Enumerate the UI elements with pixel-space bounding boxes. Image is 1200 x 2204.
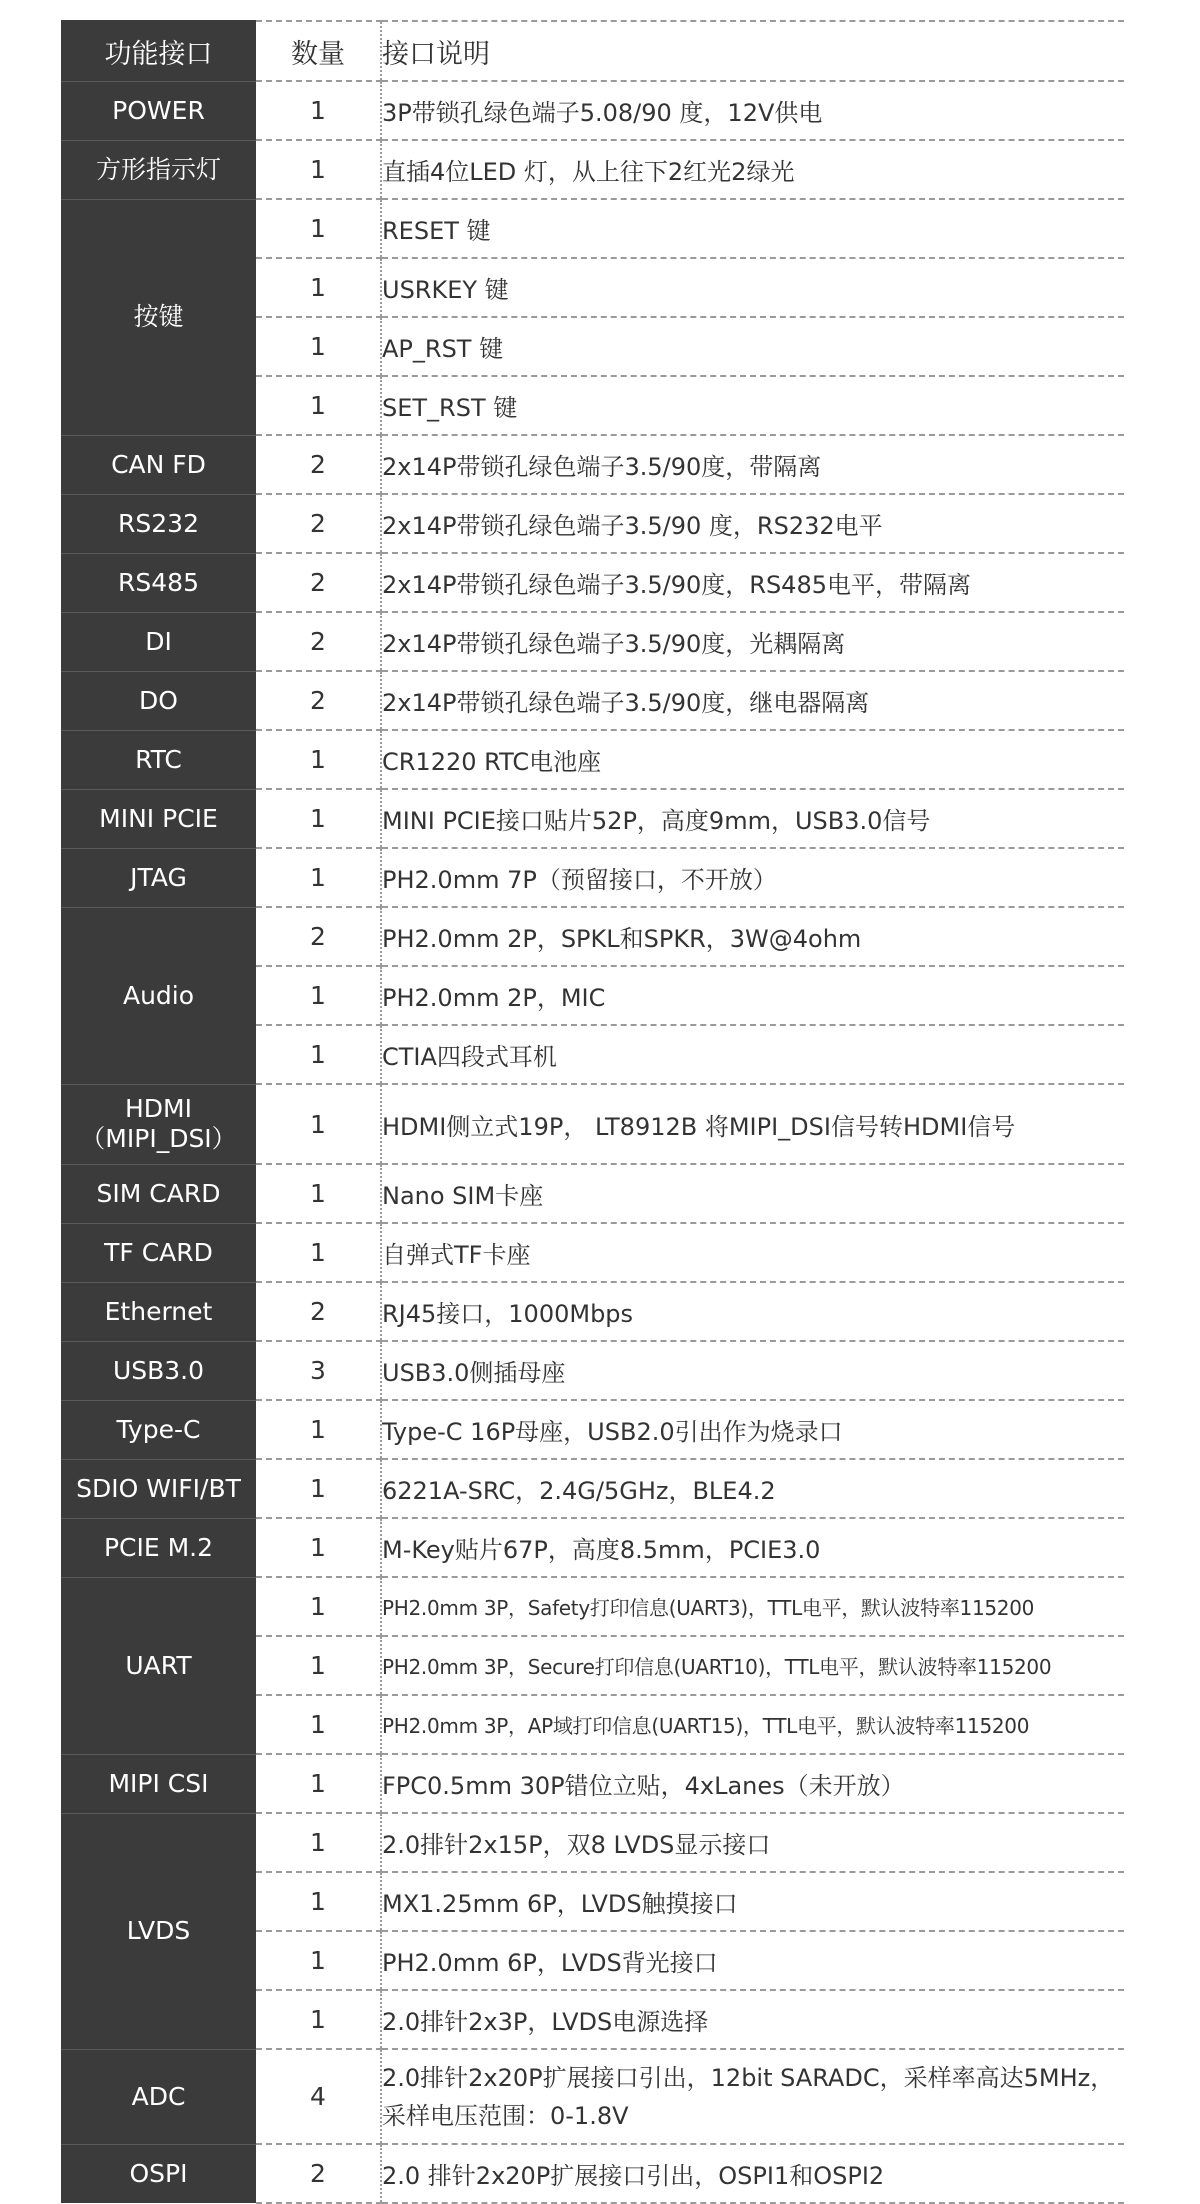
interface-description-cell: Nano SIM卡座 bbox=[381, 1164, 1124, 1223]
header-interface-description: 接口说明 bbox=[381, 21, 1124, 81]
interface-description-cell: PH2.0mm 7P（预留接口，不开放） bbox=[381, 848, 1124, 907]
quantity-cell: 2 bbox=[256, 671, 381, 730]
interface-description-cell: HDMI侧立式19P， LT8912B 将MIPI_DSI信号转HDMI信号 bbox=[381, 1084, 1124, 1164]
table-header-row bbox=[61, 21, 1124, 81]
interface-description-cell: 直插4位LED 灯，从上往下2红光2绿光 bbox=[381, 140, 1124, 199]
table-row bbox=[61, 612, 1124, 671]
quantity-cell: 2 bbox=[256, 435, 381, 494]
interface-description-cell: CTIA四段式耳机 bbox=[381, 1025, 1124, 1084]
function-interface-cell: CAN FD bbox=[61, 435, 256, 494]
interface-description-cell: Type-C 16P母座，USB2.0引出作为烧录口 bbox=[381, 1400, 1124, 1459]
interface-description-cell: M-Key贴片67P，高度8.5mm，PCIE3.0 bbox=[381, 1518, 1124, 1577]
quantity-cell: 1 bbox=[256, 1872, 381, 1931]
quantity-cell: 2 bbox=[256, 1282, 381, 1341]
quantity-cell: 3 bbox=[256, 1341, 381, 1400]
quantity-cell: 1 bbox=[256, 848, 381, 907]
interface-description-cell: 3P带锁孔绿色端子5.08/90 度，12V供电 bbox=[381, 81, 1124, 140]
function-interface-cell: OSPI bbox=[61, 2144, 256, 2203]
table-row bbox=[61, 848, 1124, 907]
interface-description-cell: CR1220 RTC电池座 bbox=[381, 730, 1124, 789]
quantity-cell: 2 bbox=[256, 612, 381, 671]
interface-description-cell: USB3.0侧插母座 bbox=[381, 1341, 1124, 1400]
function-interface-cell: SDIO WIFI/BT bbox=[61, 1459, 256, 1518]
function-interface-cell: 按键 bbox=[61, 199, 256, 435]
function-interface-cell: USB3.0 bbox=[61, 1341, 256, 1400]
function-interface-cell: Ethernet bbox=[61, 1282, 256, 1341]
quantity-cell: 1 bbox=[256, 1400, 381, 1459]
quantity-cell: 1 bbox=[256, 1084, 381, 1164]
function-interface-cell: RS232 bbox=[61, 494, 256, 553]
function-interface-cell: HDMI （MIPI_DSI） bbox=[61, 1084, 256, 1164]
function-interface-cell: POWER bbox=[61, 81, 256, 140]
interface-description-cell: 2x14P带锁孔绿色端子3.5/90度，RS485电平，带隔离 bbox=[381, 553, 1124, 612]
quantity-cell: 1 bbox=[256, 966, 381, 1025]
quantity-cell: 1 bbox=[256, 1459, 381, 1518]
function-interface-cell: JTAG bbox=[61, 848, 256, 907]
interface-description-cell: 2x14P带锁孔绿色端子3.5/90度，带隔离 bbox=[381, 435, 1124, 494]
quantity-cell: 4 bbox=[256, 2049, 381, 2144]
header-function-interface: 功能接口 bbox=[61, 21, 256, 81]
function-interface-cell: 方形指示灯 bbox=[61, 140, 256, 199]
quantity-cell: 1 bbox=[256, 376, 381, 435]
interface-description-cell: MINI PCIE接口贴片52P，高度9mm，USB3.0信号 bbox=[381, 789, 1124, 848]
function-interface-cell: MINI PCIE bbox=[61, 789, 256, 848]
table-row bbox=[61, 789, 1124, 848]
interface-description-cell: PH2.0mm 2P，SPKL和SPKR，3W@4ohm bbox=[381, 907, 1124, 966]
quantity-cell: 1 bbox=[256, 1990, 381, 2049]
quantity-cell: 2 bbox=[256, 907, 381, 966]
quantity-cell: 1 bbox=[256, 1636, 381, 1695]
function-interface-cell: MIPI CSI bbox=[61, 1754, 256, 1813]
table-row bbox=[61, 81, 1124, 140]
interface-description-cell: PH2.0mm 6P，LVDS背光接口 bbox=[381, 1931, 1124, 1990]
function-interface-cell: PCIE M.2 bbox=[61, 1518, 256, 1577]
table-row bbox=[61, 1400, 1124, 1459]
interface-description-cell: RJ45接口，1000Mbps bbox=[381, 1282, 1124, 1341]
table-row bbox=[61, 671, 1124, 730]
table-row bbox=[61, 730, 1124, 789]
quantity-cell: 1 bbox=[256, 1813, 381, 1872]
header-quantity: 数量 bbox=[256, 21, 381, 81]
quantity-cell: 1 bbox=[256, 81, 381, 140]
interface-description-cell: 2.0排针2x3P，LVDS电源选择 bbox=[381, 1990, 1124, 2049]
function-interface-cell: UART bbox=[61, 1577, 256, 1754]
function-interface-cell: SIM CARD bbox=[61, 1164, 256, 1223]
interface-description-cell: MX1.25mm 6P，LVDS触摸接口 bbox=[381, 1872, 1124, 1931]
interface-description-cell: 2x14P带锁孔绿色端子3.5/90度，继电器隔离 bbox=[381, 671, 1124, 730]
quantity-cell: 1 bbox=[256, 1695, 381, 1754]
quantity-cell: 1 bbox=[256, 258, 381, 317]
interface-description-cell: 6221A-SRC，2.4G/5GHz，BLE4.2 bbox=[381, 1459, 1124, 1518]
quantity-cell: 1 bbox=[256, 317, 381, 376]
table-row bbox=[61, 1223, 1124, 1282]
quantity-cell: 1 bbox=[256, 1164, 381, 1223]
interface-spec-table bbox=[61, 20, 1124, 2204]
function-interface-cell: DI bbox=[61, 612, 256, 671]
table-row bbox=[61, 1282, 1124, 1341]
quantity-cell: 1 bbox=[256, 730, 381, 789]
function-interface-cell: RTC bbox=[61, 730, 256, 789]
interface-description-cell: SET_RST 键 bbox=[381, 376, 1124, 435]
table-row bbox=[61, 907, 1124, 966]
table-body bbox=[61, 81, 1124, 2203]
interface-description-cell: 2.0排针2x15P，双8 LVDS显示接口 bbox=[381, 1813, 1124, 1872]
table-row bbox=[61, 140, 1124, 199]
function-interface-cell: ADC bbox=[61, 2049, 256, 2144]
quantity-cell: 1 bbox=[256, 199, 381, 258]
table-row bbox=[61, 1813, 1124, 1872]
function-interface-cell: TF CARD bbox=[61, 1223, 256, 1282]
interface-description-cell: RESET 键 bbox=[381, 199, 1124, 258]
table-row bbox=[61, 1518, 1124, 1577]
quantity-cell: 1 bbox=[256, 1754, 381, 1813]
interface-description-cell: PH2.0mm 3P，Secure打印信息(UART10)，TTL电平，默认波特率115200 bbox=[381, 1636, 1124, 1695]
interface-description-cell: PH2.0mm 3P，Safety打印信息(UART3)，TTL电平，默认波特率115200 bbox=[381, 1577, 1124, 1636]
interface-description-cell: AP_RST 键 bbox=[381, 317, 1124, 376]
table-row bbox=[61, 494, 1124, 553]
table-row bbox=[61, 2144, 1124, 2203]
table-row bbox=[61, 553, 1124, 612]
table-row bbox=[61, 1341, 1124, 1400]
function-interface-cell: LVDS bbox=[61, 1813, 256, 2049]
function-interface-cell: Type-C bbox=[61, 1400, 256, 1459]
quantity-cell: 1 bbox=[256, 140, 381, 199]
table-row bbox=[61, 2049, 1124, 2144]
table-row bbox=[61, 199, 1124, 258]
table-row bbox=[61, 435, 1124, 494]
quantity-cell: 1 bbox=[256, 1931, 381, 1990]
quantity-cell: 1 bbox=[256, 1025, 381, 1084]
table-row bbox=[61, 1754, 1124, 1813]
interface-description-cell: 2x14P带锁孔绿色端子3.5/90度，光耦隔离 bbox=[381, 612, 1124, 671]
table-row bbox=[61, 1084, 1124, 1164]
table-row bbox=[61, 1459, 1124, 1518]
interface-description-cell: PH2.0mm 3P，AP域打印信息(UART15)，TTL电平，默认波特率115200 bbox=[381, 1695, 1124, 1754]
function-interface-cell: DO bbox=[61, 671, 256, 730]
table-row bbox=[61, 1577, 1124, 1636]
quantity-cell: 1 bbox=[256, 1223, 381, 1282]
function-interface-cell: Audio bbox=[61, 907, 256, 1084]
quantity-cell: 1 bbox=[256, 789, 381, 848]
interface-description-cell: USRKEY 键 bbox=[381, 258, 1124, 317]
function-interface-cell: RS485 bbox=[61, 553, 256, 612]
quantity-cell: 2 bbox=[256, 2144, 381, 2203]
interface-description-cell: 2.0排针2x20P扩展接口引出，12bit SARADC，采样率高达5MHz，采样电压范围：0-1.8V bbox=[381, 2049, 1124, 2144]
interface-description-cell: 自弹式TF卡座 bbox=[381, 1223, 1124, 1282]
interface-description-cell: 2x14P带锁孔绿色端子3.5/90 度，RS232电平 bbox=[381, 494, 1124, 553]
table-row bbox=[61, 1164, 1124, 1223]
quantity-cell: 1 bbox=[256, 1518, 381, 1577]
interface-description-cell: PH2.0mm 2P，MIC bbox=[381, 966, 1124, 1025]
interface-description-cell: FPC0.5mm 30P错位立贴，4xLanes（未开放） bbox=[381, 1754, 1124, 1813]
quantity-cell: 1 bbox=[256, 1577, 381, 1636]
interface-description-cell: 2.0 排针2x20P扩展接口引出，OSPI1和OSPI2 bbox=[381, 2144, 1124, 2203]
quantity-cell: 2 bbox=[256, 494, 381, 553]
quantity-cell: 2 bbox=[256, 553, 381, 612]
